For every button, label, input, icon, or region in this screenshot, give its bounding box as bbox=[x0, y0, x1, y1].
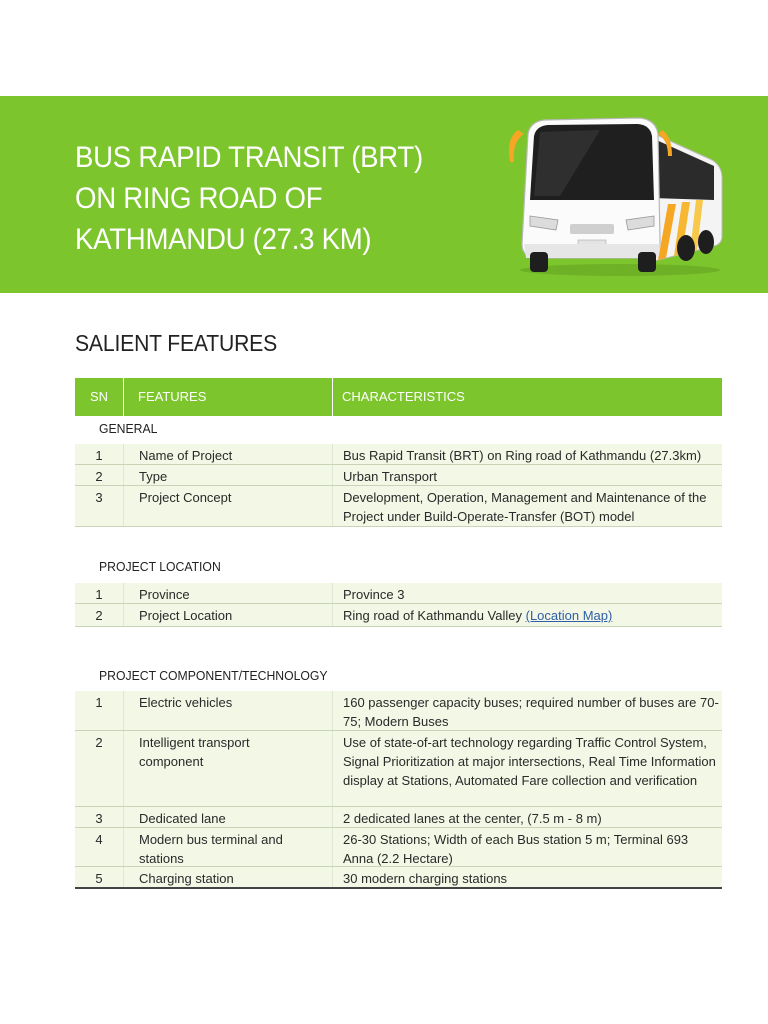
row-feature: Charging station bbox=[139, 871, 234, 886]
row-sn: 2 bbox=[95, 469, 103, 484]
row-feature: Electric vehicles bbox=[139, 695, 233, 710]
row-characteristic: Development, Operation, Management and Maintenance of the Project under Build-Operate-Transfer (BOT) model bbox=[343, 490, 707, 524]
row-characteristic: Urban Transport bbox=[343, 469, 437, 484]
row-characteristic: Province 3 bbox=[343, 587, 405, 602]
row-characteristic: 26-30 Stations; Width of each Bus station 5 m; Terminal 693 Anna (2.2 Hectare) bbox=[343, 832, 689, 866]
table-row bbox=[75, 604, 722, 627]
row-feature: Name of Project bbox=[139, 448, 233, 463]
row-sn: 2 bbox=[95, 735, 103, 750]
row-sn: 1 bbox=[95, 695, 103, 710]
location-map-link[interactable]: (Location Map) bbox=[525, 608, 613, 623]
title-line-3: KATHMANDU (27.3 KM) bbox=[75, 223, 372, 256]
header-sn: SN bbox=[89, 389, 109, 404]
header-features: FEATURES bbox=[138, 389, 207, 404]
row-sn: 3 bbox=[95, 490, 103, 505]
location-text: Ring road of Kathmandu Valley bbox=[343, 608, 522, 623]
row-characteristic: 30 modern charging stations bbox=[343, 871, 508, 886]
document-title bbox=[75, 137, 461, 260]
table-row bbox=[75, 731, 722, 807]
row-feature: Type bbox=[139, 469, 168, 484]
table-row bbox=[75, 828, 722, 867]
row-sn: 4 bbox=[95, 832, 103, 847]
header-divider bbox=[123, 378, 124, 416]
table-header-row bbox=[75, 378, 722, 416]
bus-illustration bbox=[500, 112, 732, 280]
title-line-2: ON RING ROAD OF bbox=[75, 182, 323, 215]
row-sn: 2 bbox=[95, 608, 103, 623]
row-feature: Dedicated lane bbox=[139, 811, 226, 826]
table-row bbox=[75, 444, 722, 465]
table-row bbox=[75, 583, 722, 604]
row-sn: 1 bbox=[95, 448, 103, 463]
row-sn: 5 bbox=[95, 871, 103, 886]
table-row bbox=[75, 486, 722, 527]
row-characteristic: 160 passenger capacity buses; required number of buses are 70-75; Modern Buses bbox=[343, 695, 719, 729]
header-divider bbox=[332, 378, 333, 416]
row-characteristic: 2 dedicated lanes at the center, (7.5 m - 8 m) bbox=[343, 811, 602, 826]
header-characteristics: CHARACTERISTICS bbox=[342, 389, 465, 404]
table-row bbox=[75, 867, 722, 889]
row-sn: 1 bbox=[95, 587, 103, 602]
row-feature: Project Location bbox=[139, 608, 233, 623]
row-characteristic: Use of state-of-art technology regarding Traffic Control System, Signal Prioritization at major intersections, Real Time Information display at Stations, Automated Fare collection and verification bbox=[343, 735, 716, 788]
row-feature: Intelligent transport component bbox=[139, 735, 250, 769]
group-label-component: PROJECT COMPONENT/TECHNOLOGY bbox=[99, 668, 328, 683]
row-characteristic bbox=[343, 606, 721, 625]
row-feature: Modern bus terminal and stations bbox=[139, 832, 283, 866]
table-row bbox=[75, 691, 722, 731]
row-characteristic: Bus Rapid Transit (BRT) on Ring road of Kathmandu (27.3km) bbox=[343, 448, 702, 463]
row-feature: Province bbox=[139, 587, 190, 602]
group-label-general: GENERAL bbox=[99, 421, 158, 436]
row-feature: Project Concept bbox=[139, 490, 232, 505]
section-heading: SALIENT FEATURES bbox=[75, 330, 278, 356]
table-row bbox=[75, 465, 722, 486]
table-row bbox=[75, 807, 722, 828]
group-label-location: PROJECT LOCATION bbox=[99, 559, 221, 574]
title-line-1: BUS RAPID TRANSIT (BRT) bbox=[75, 141, 423, 174]
row-sn: 3 bbox=[95, 811, 103, 826]
